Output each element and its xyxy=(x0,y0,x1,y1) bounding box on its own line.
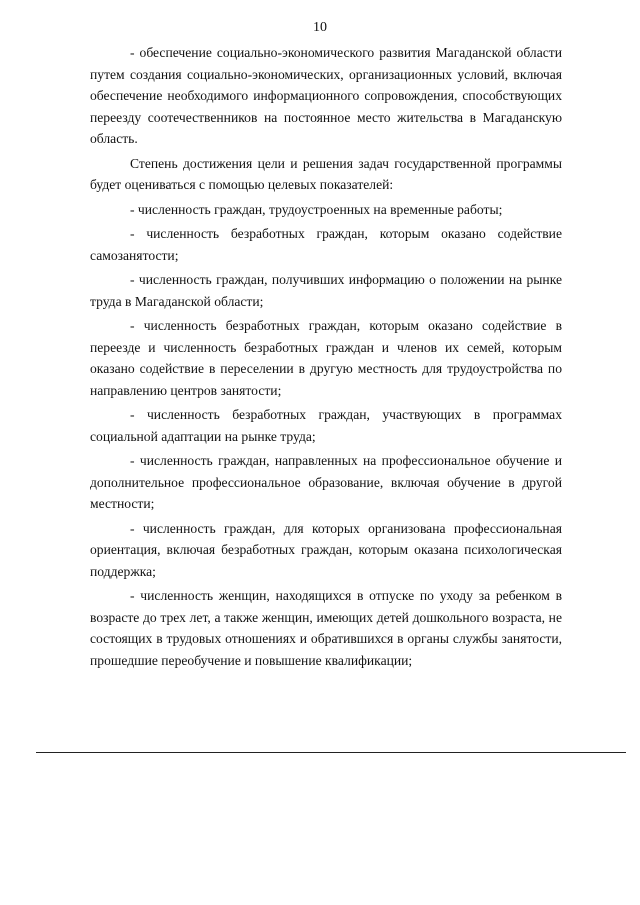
page-number: 10 xyxy=(313,20,327,35)
list-item-social-adaptation: - численность безработных граждан, участвующих в программах социальной адаптации на рынке труда; xyxy=(90,407,562,444)
list-item-professional-training: - численность граждан, направленных на профессиональное обучение и дополнительное профессиональное образование, включая обучение в другой местности; xyxy=(90,453,562,511)
paragraph-goal-development: - обеспечение социально-экономического развития Магаданской области путем создания социально-экономических, организационных условий, включая обеспечение необходимого информационного сопровождения, способствующих переезду соотечественников на постоянное место жительства в Магаданскую область. xyxy=(90,45,562,146)
list-item-self-employment: - численность безработных граждан, которым оказано содействие самозанятости; xyxy=(90,226,562,263)
list-item-career-guidance: - численность граждан, для которых организована профессиональная ориентация, включая безработных граждан, которым оказана психологическая поддержка; xyxy=(90,520,562,579)
list-item-women-retraining: - численность женщин, находящихся в отпуске по уходу за ребенком в возрасте до трех лет, а также женщин, имеющих детей дошкольного возраста, не состоящих в трудовых отношениях и обратившихся в органы службы занятости, прошедшие переобучение и повышение квалификации; xyxy=(90,588,562,668)
list-item-temporary-work: - численность граждан, трудоустроенных на временные работы; xyxy=(130,201,503,217)
list-item-relocation: - численность безработных граждан, которым оказано содействие в переезде и численность безработных граждан и членов их семей, которым оказано содействие в переселении в другую местность для трудоустройства по направлению центров занятости; xyxy=(90,318,562,398)
document-body xyxy=(90,42,562,674)
list-item-labor-market-info: - численность граждан, получивших информацию о положении на рынке труда в Магаданской области; xyxy=(90,272,562,309)
footer-rule xyxy=(36,752,626,753)
paragraph-indicators-intro: Степень достижения цели и решения задач государственной программы будет оцениваться с помощью целевых показателей: xyxy=(90,155,562,192)
